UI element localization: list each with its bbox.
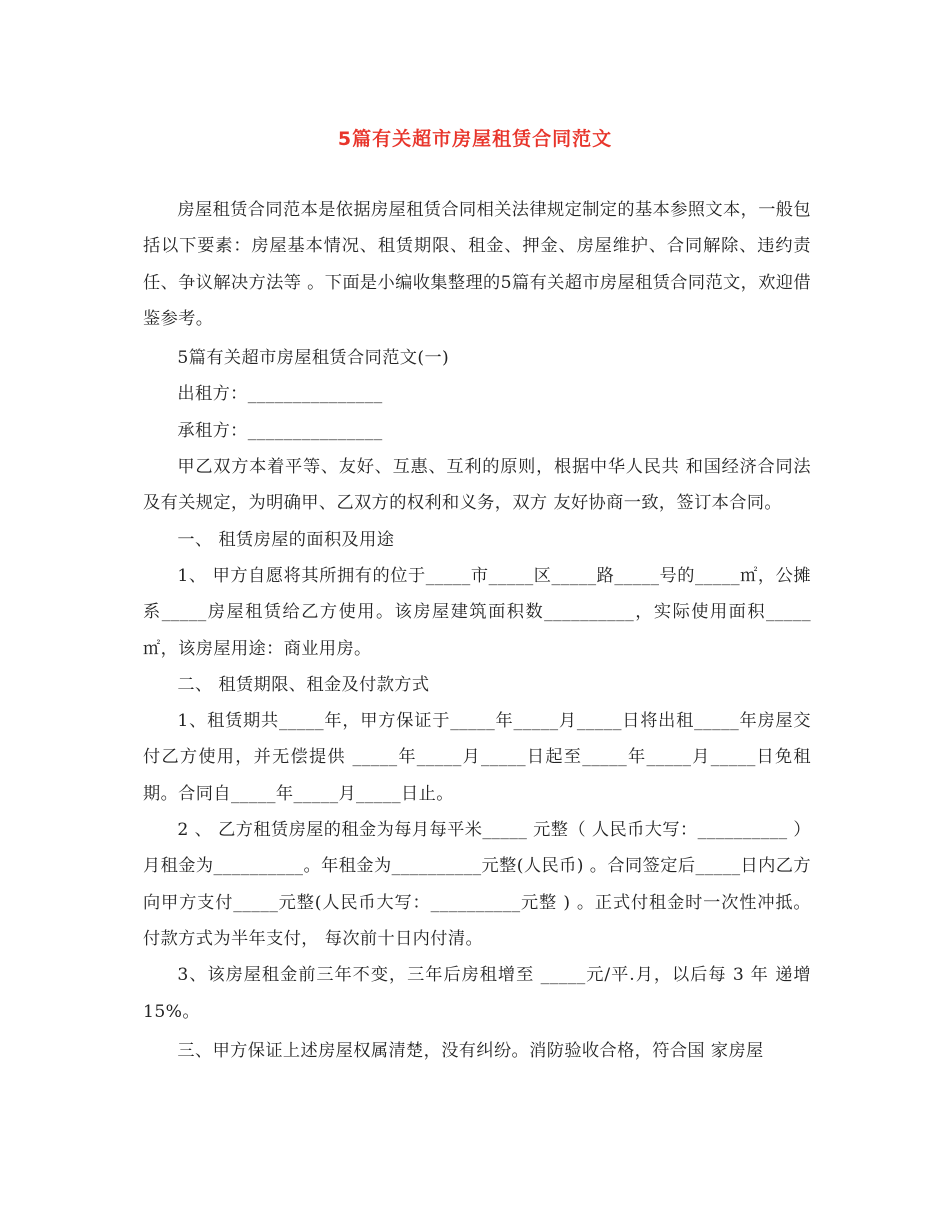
clause-3: 三、甲方保证上述房屋权属清楚，没有纠纷。消防验收合格，符合国 家房屋 (177, 1040, 764, 1061)
intro-paragraph: 房屋租赁合同范本是依据房屋租赁合同相关法律规定制定的基本参照文本，一般包括以下要素：房屋基本情况、租赁期限、租金、押金、房屋维护、合同解除、违约责任、争议解决方法等 。下面是小编收集整理的5篇有关超市房屋租赁合同范文，欢迎借鉴参考。 (143, 200, 811, 329)
lessor-line: 出租方：_______________ (177, 384, 383, 405)
clause-heading-2: 二、 租赁期限、租金及付款方式 (177, 674, 430, 695)
section-heading: 5篇有关超市房屋租赁合同范文(一) (177, 348, 450, 369)
clause-1-1: 1、 甲方自愿将其所拥有的位于_____市_____区_____路_____号的_____㎡，公摊系_____房屋租赁给乙方使用。该房屋建筑面积数__________，实际使用面积_____㎡，该房屋用途：商业用房。 (143, 565, 811, 659)
document-title: 5篇有关超市房屋租赁合同范文 (337, 128, 613, 150)
clause-2-1: 1、租赁期共_____年，甲方保证于_____年_____月_____日将出租_____年房屋交付乙方使用，并无偿提供 _____年_____月_____日起至_____年_____月_____日免租期。合同自_____年_____月_____日止。 (143, 711, 811, 804)
clause-2-3: 3、该房屋租金前三年不变，三年后房租增至 _____元/平.月，以后每 3 年 递增 15%。 (143, 965, 811, 1022)
lessee-line: 承租方：_______________ (177, 420, 383, 441)
document-body (143, 192, 811, 1069)
clause-heading-1: 一、 租赁房屋的面积及用途 (177, 529, 395, 550)
clause-2-2: 2 、 乙方租赁房屋的租金为每月每平米_____ 元整（ 人民币大写：__________ ） 月租金为__________。年租金为__________元整(人民币) 。合同签定后_____日内乙方向甲方支付_____元整(人民币大写：__________元整 ) 。正式付租金时一次性冲抵。付款方式为半年支付， 每次前十日内付清。 (143, 820, 811, 949)
preamble-paragraph: 甲乙双方本着平等、友好、互惠、互利的原则，根据中华人民共 和国经济合同法及有关规定，为明确甲、乙双方的权利和义务，双方 友好协商一致，签订本合同。 (143, 457, 811, 514)
